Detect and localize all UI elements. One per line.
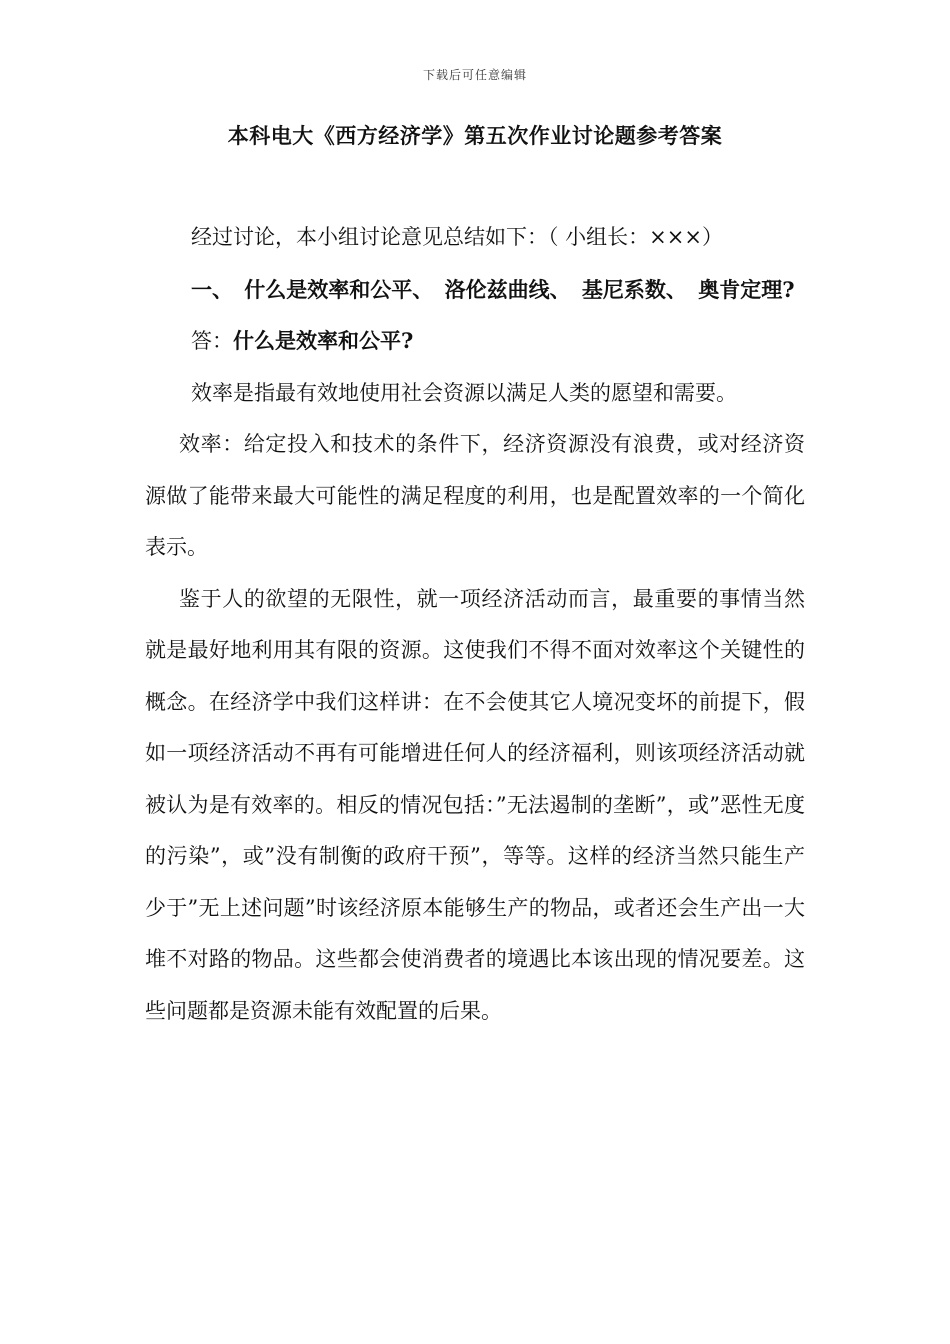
header-note: 下载后可任意编辑 <box>422 68 527 82</box>
document-body <box>145 212 805 1037</box>
intro-paragraph: 经过讨论，本小组讨论意见总结如下：（ 小组长：×××） <box>191 225 723 249</box>
answer-prefix: 答： <box>191 329 233 353</box>
section-heading: 一、 什么是效率和公平、 洛伦兹曲线、 基尼系数、 奥肯定理? <box>191 276 795 302</box>
document-title: 本科电大《西方经济学》第五次作业讨论题参考答案 <box>227 123 723 148</box>
paragraph-efficiency-discussion: 鉴于人的欲望的无限性，就一项经济活动而言，最重要的事情当然就是最好地利用其有限的资源。这使我们不得不面对效率这个关键性的概念。在经济学中我们这样讲：在不会使其它人境况变坏的前提下，假如一项经济活动不再有可能增进任何人的经济福利，则该项经济活动就被认为是有效率的。相反的情况包括：”无法遏制的垄断”，或”恶性无度的污染”，或”没有制衡的政府干预”，等等。这样的经济当然只能生产少于”无上述问题”时该经济原本能够生产的物品，或者还会生产出一大堆不对路的物品。这些都会使消费者的境遇比本该出现的情况要差。这些问题都是资源未能有效配置的后果。 <box>145 586 805 1023</box>
paragraph-efficiency-definition: 效率是指最有效地使用社会资源以满足人类的愿望和需要。 <box>191 380 737 405</box>
answer-line <box>145 315 805 368</box>
answer-question: 什么是效率和公平? <box>233 328 414 353</box>
paragraph-efficiency-detail: 效率：给定投入和技术的条件下，经济资源没有浪费，或对经济资源做了能带来最大可能性的满足程度的利用，也是配置效率的一个简化表示。 <box>145 432 805 559</box>
